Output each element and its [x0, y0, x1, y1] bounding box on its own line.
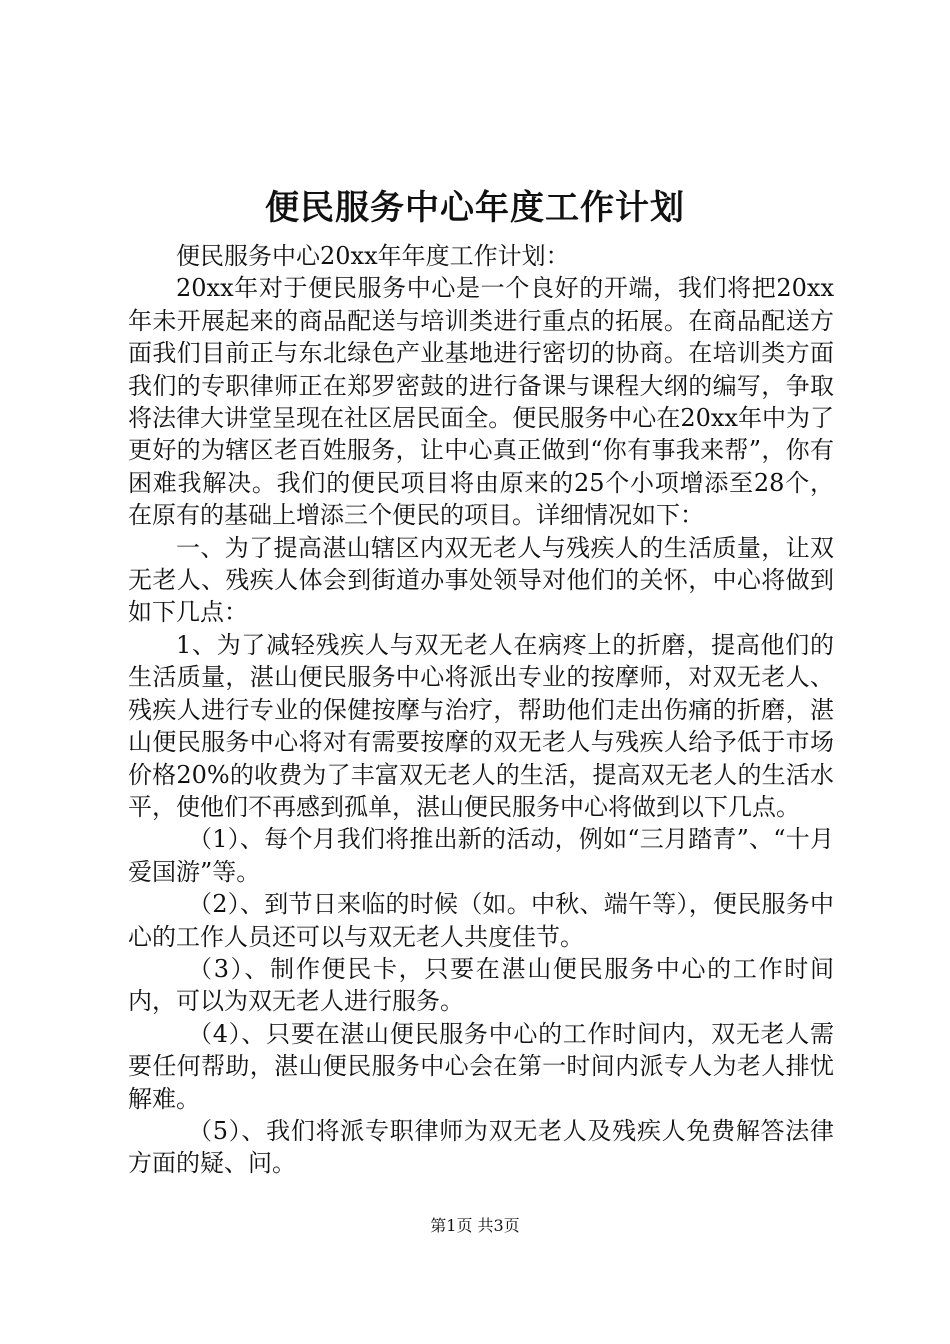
page-number-footer: 第1页 共3页: [430, 1216, 520, 1235]
document-title: 便民服务中心年度工作计划: [265, 188, 685, 228]
paragraph-overview: 20xx年对于便民服务中心是一个良好的开端，我们将把20xx年未开展起来的商品配送与培训类进行重点的拓展。在商品配送方面我们目前正与东北绿色产业基地进行密切的协商。在培训类方面我们的专职律师正在郑罗密鼓的进行备课与课程大纲的编写，争取将法律大讲堂呈现在社区居民面全。便民服务中心在20xx年中为了更好的为辖区老百姓服务，让中心真正做到“你有事我来帮”，你有困难我解决。我们的便民项目将由原来的25个小项增添至28个，在原有的基础上增添三个便民的项目。详细情况如下：: [128, 274, 834, 530]
sub-item-3: （3）、制作便民卡，只要在湛山便民服务中心的工作时间内，可以为双无老人进行服务。: [128, 954, 834, 1016]
section-one-heading: 一、为了提高湛山辖区内双无老人与残疾人的生活质量，让双无老人、残疾人体会到街道办事处领导对他们的关怀，中心将做到如下几点：: [128, 533, 834, 627]
sub-item-4: （4）、只要在湛山便民服务中心的工作时间内，双无老人需要任何帮助，湛山便民服务中心会在第一时间内派专人为老人排忧解难。: [128, 1019, 834, 1113]
document-body: [128, 240, 834, 1180]
item-one: 1、为了减轻残疾人与双无老人在病疼上的折磨，提高他们的生活质量，湛山便民服务中心将派出专业的按摩师，对双无老人、残疾人进行专业的保健按摩与治疗，帮助他们走出伤痛的折磨，湛山便民服务中心将对有需要按摩的双无老人与残疾人给予低于市场价格20%的收费为了丰富双无老人的生活，提高双无老人的生活水平，使他们不再感到孤单，湛山便民服务中心将做到以下几点。: [128, 630, 834, 821]
sub-item-5: （5）、我们将派专职律师为双无老人及残疾人免费解答法律方面的疑、问。: [128, 1116, 834, 1178]
sub-item-2: （2）、到节日来临的时候（如。中秋、端午等），便民服务中心的工作人员还可以与双无老人共度佳节。: [128, 890, 834, 951]
sub-item-1: （1）、每个月我们将推出新的活动，例如“三月踏青”、“十月爱国游”等。: [128, 825, 834, 886]
intro-line: 便民服务中心20xx年年度工作计划：: [176, 242, 570, 270]
